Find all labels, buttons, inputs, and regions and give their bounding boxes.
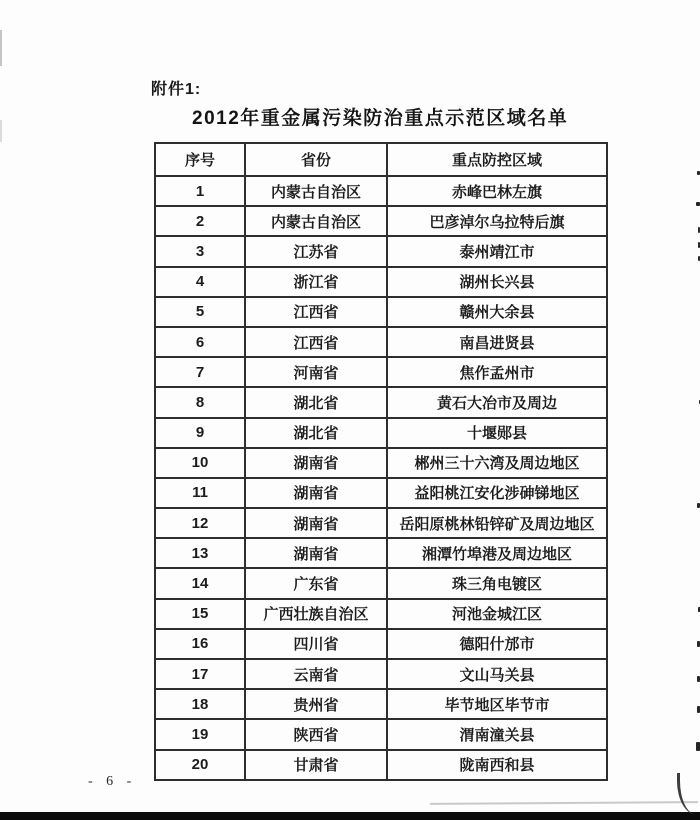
cell-region: 毕节地区毕节市	[387, 689, 607, 719]
cell-province: 湖南省	[245, 478, 387, 508]
cell-province: 浙江省	[245, 267, 387, 297]
cell-index: 14	[155, 568, 245, 598]
cell-region: 赣州大余县	[387, 297, 607, 327]
cell-province: 陕西省	[245, 719, 387, 749]
table-row	[155, 357, 607, 387]
cell-index: 3	[155, 236, 245, 266]
cell-region: 湘潭竹埠港及周边地区	[387, 538, 607, 568]
page-number: - 6 -	[88, 774, 137, 789]
cell-region: 赤峰巴林左旗	[387, 176, 607, 206]
cell-index: 15	[155, 599, 245, 629]
scan-artifact	[696, 202, 700, 206]
table-row	[155, 659, 607, 689]
table-row	[155, 236, 607, 266]
table-header	[155, 143, 607, 176]
table-row	[155, 448, 607, 478]
table-row	[155, 418, 607, 448]
cell-index: 8	[155, 387, 245, 417]
cell-province: 湖南省	[245, 508, 387, 538]
cell-province: 湖南省	[245, 538, 387, 568]
cell-province: 广西壮族自治区	[245, 599, 387, 629]
cell-index: 11	[155, 478, 245, 508]
table-row	[155, 297, 607, 327]
table-row	[155, 478, 607, 508]
cell-province: 湖北省	[245, 387, 387, 417]
cell-index: 9	[155, 418, 245, 448]
table-row	[155, 267, 607, 297]
header-province: 省份	[245, 143, 387, 176]
attachment-label: 附件1:	[151, 81, 202, 98]
cell-province: 云南省	[245, 659, 387, 689]
header-region: 重点防控区域	[387, 143, 607, 176]
cell-region: 泰州靖江市	[387, 236, 607, 266]
cell-index: 18	[155, 689, 245, 719]
table-row	[155, 508, 607, 538]
table-row	[155, 327, 607, 357]
table-row	[155, 689, 607, 719]
cell-province: 内蒙古自治区	[245, 206, 387, 236]
cell-index: 16	[155, 629, 245, 659]
cell-province: 江苏省	[245, 236, 387, 266]
cell-index: 2	[155, 206, 245, 236]
table-row	[155, 387, 607, 417]
header-index: 序号	[155, 143, 245, 176]
cell-index: 1	[155, 176, 245, 206]
cell-region: 岳阳原桃林铅锌矿及周边地区	[387, 508, 607, 538]
table-row	[155, 750, 607, 780]
table-row	[155, 176, 607, 206]
cell-index: 13	[155, 538, 245, 568]
cell-index: 19	[155, 719, 245, 749]
cell-index: 20	[155, 750, 245, 780]
cell-province: 广东省	[245, 568, 387, 598]
table-header-row	[155, 143, 607, 176]
cell-region: 巴彦淖尔乌拉特后旗	[387, 206, 607, 236]
cell-region: 十堰郧县	[387, 418, 607, 448]
cell-region: 郴州三十六湾及周边地区	[387, 448, 607, 478]
scan-artifact	[696, 742, 700, 751]
cell-region: 珠三角电镀区	[387, 568, 607, 598]
cell-region: 渭南潼关县	[387, 719, 607, 749]
cell-region: 益阳桃江安化涉砷锑地区	[387, 478, 607, 508]
cell-index: 17	[155, 659, 245, 689]
cell-province: 贵州省	[245, 689, 387, 719]
cell-region: 德阳什邡市	[387, 629, 607, 659]
cell-province: 江西省	[245, 327, 387, 357]
scan-edge-band	[0, 812, 700, 820]
scan-artifact	[430, 801, 698, 805]
scan-artifact	[0, 120, 2, 142]
table-row	[155, 568, 607, 598]
table-row	[155, 599, 607, 629]
region-table	[154, 142, 608, 781]
document-title: 2012年重金属污染防治重点示范区域名单	[192, 108, 569, 129]
cell-index: 5	[155, 297, 245, 327]
scan-artifact	[0, 30, 2, 66]
cell-index: 4	[155, 267, 245, 297]
cell-region: 黄石大冶市及周边	[387, 387, 607, 417]
cell-region: 河池金城江区	[387, 599, 607, 629]
cell-region: 焦作孟州市	[387, 357, 607, 387]
cell-region: 文山马关县	[387, 659, 607, 689]
cell-province: 河南省	[245, 357, 387, 387]
table-row	[155, 538, 607, 568]
cell-index: 6	[155, 327, 245, 357]
cell-region: 陇南西和县	[387, 750, 607, 780]
cell-index: 7	[155, 357, 245, 387]
cell-province: 江西省	[245, 297, 387, 327]
cell-province: 湖北省	[245, 418, 387, 448]
cell-index: 10	[155, 448, 245, 478]
scan-artifact	[677, 773, 700, 815]
cell-province: 内蒙古自治区	[245, 176, 387, 206]
table-body	[155, 176, 607, 780]
cell-index: 12	[155, 508, 245, 538]
cell-province: 四川省	[245, 629, 387, 659]
table-row	[155, 629, 607, 659]
table-row	[155, 719, 607, 749]
cell-province: 湖南省	[245, 448, 387, 478]
table-row	[155, 206, 607, 236]
cell-region: 南昌进贤县	[387, 327, 607, 357]
cell-region: 湖州长兴县	[387, 267, 607, 297]
cell-province: 甘肃省	[245, 750, 387, 780]
